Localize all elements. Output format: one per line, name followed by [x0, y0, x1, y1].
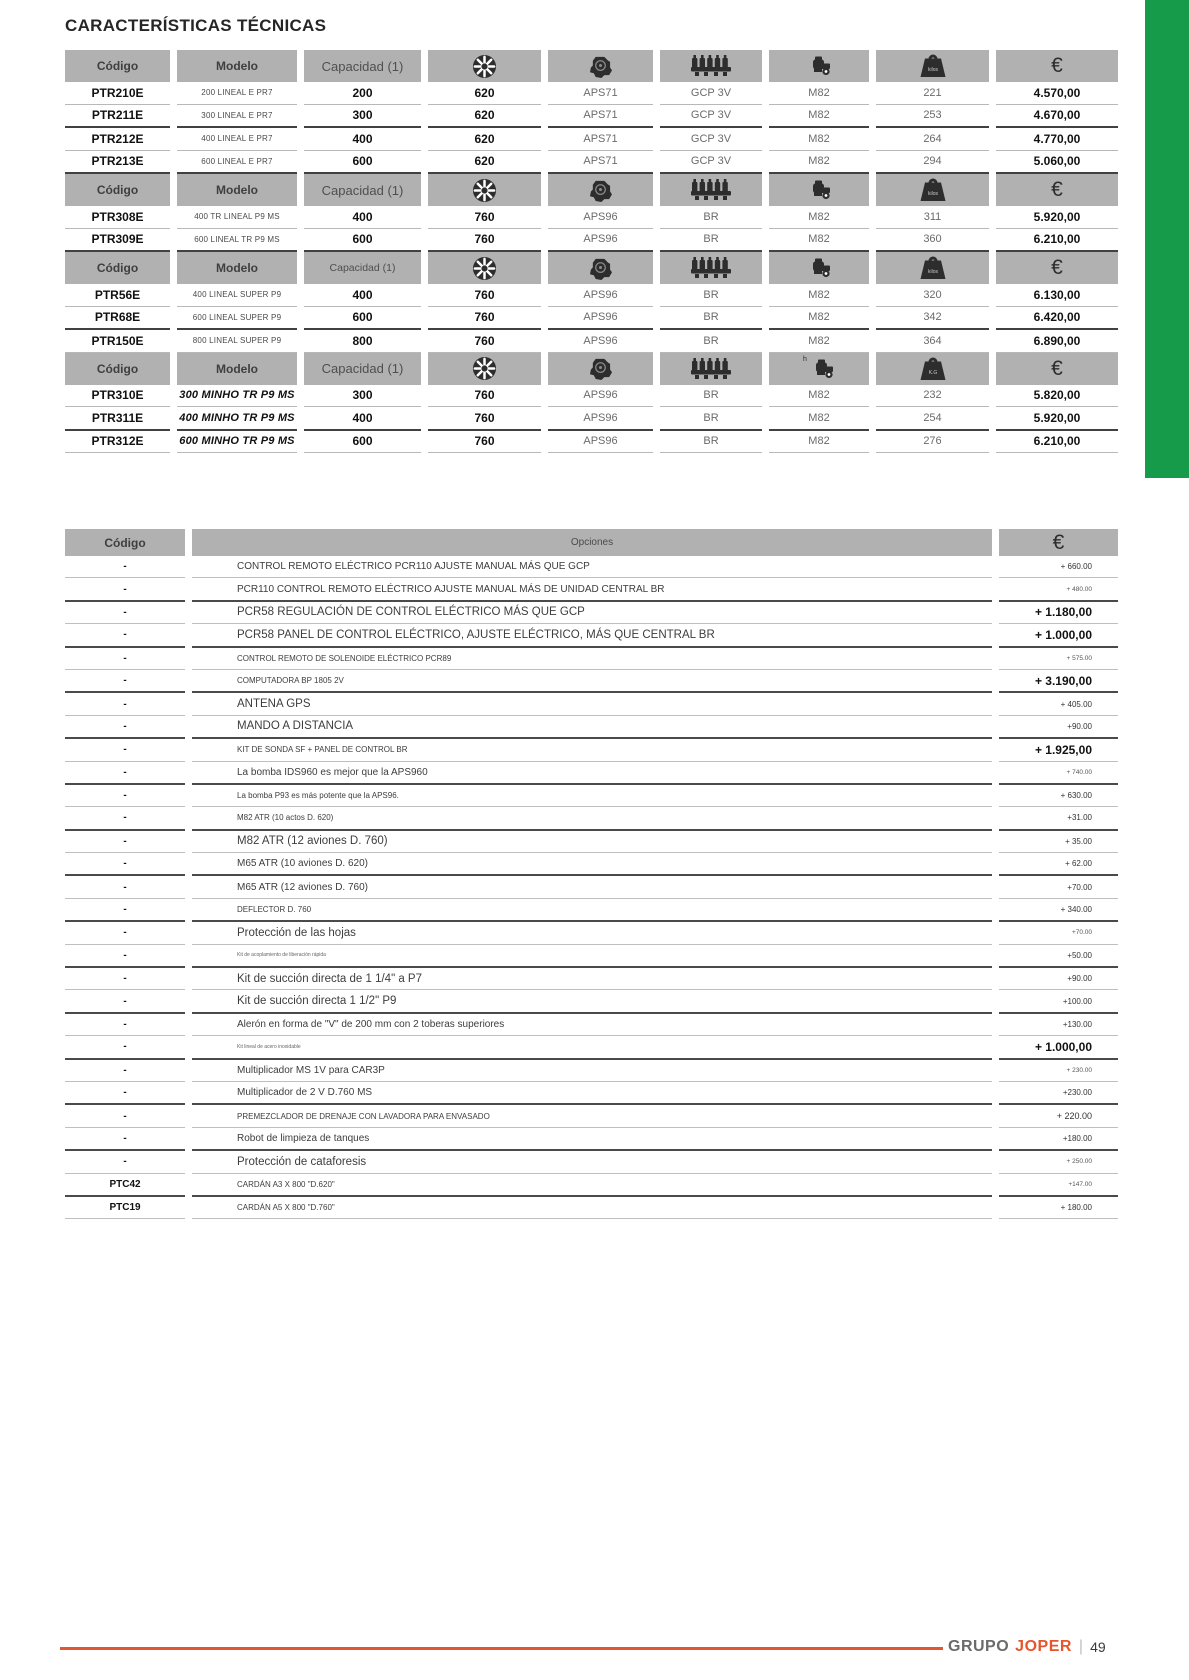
turbina-cell: 760	[428, 229, 541, 253]
option-text-cell: CONTROL REMOTO ELÉCTRICO PCR110 AJUSTE MANUAL MÁS QUE GCP	[192, 556, 992, 578]
spec-table-header	[65, 353, 1118, 385]
option-price-cell: + 62.00	[999, 853, 1118, 876]
modelo-cell: 400 LINEAL E PR7	[177, 128, 297, 151]
euro-symbol: €	[996, 353, 1118, 385]
bomba-cell: APS96	[548, 229, 653, 253]
option-code-cell: -	[65, 1082, 185, 1105]
option-text-cell: M65 ATR (12 aviones D. 760)	[192, 876, 992, 898]
precio-cell: 6.210,00	[996, 431, 1118, 454]
distributor-manifold-icon	[660, 353, 762, 385]
option-row	[65, 648, 1118, 670]
option-row	[65, 807, 1118, 830]
option-code-cell: -	[65, 556, 185, 578]
bomba-cell: APS71	[548, 128, 653, 151]
option-code-cell: -	[65, 899, 185, 922]
precio-cell: 4.670,00	[996, 105, 1118, 129]
option-code-cell: -	[65, 693, 185, 715]
peso-cell: 360	[876, 229, 989, 253]
option-code-cell: -	[65, 1060, 185, 1082]
option-text-cell: CONTROL REMOTO DE SOLENOIDE ELÉCTRICO PCR89	[192, 648, 992, 670]
pulverizador-cell: M82	[769, 407, 869, 431]
option-text-cell: M82 ATR (12 aviones D. 760)	[192, 831, 992, 853]
capacidad-header: Capacidad (1)	[304, 174, 421, 206]
option-row	[65, 968, 1118, 990]
option-code-cell: -	[65, 1014, 185, 1036]
precio-cell: 5.820,00	[996, 385, 1118, 408]
option-price-cell: + 340.00	[999, 899, 1118, 922]
pump-icon	[548, 50, 653, 82]
distribuidor-cell: GCP 3V	[660, 151, 762, 175]
option-row	[65, 990, 1118, 1013]
codigo-cell: PTR310E	[65, 385, 170, 408]
option-price-cell: + 575.00	[999, 648, 1118, 670]
codigo-cell: PTR211E	[65, 105, 170, 129]
option-price-cell: + 630.00	[999, 785, 1118, 807]
codigo-header: Código	[65, 353, 170, 385]
option-price-cell: +90.00	[999, 968, 1118, 990]
option-row	[65, 762, 1118, 785]
option-text-cell: Kit de acoplamiento de liberación rápida	[192, 945, 992, 968]
option-price-cell: +180.00	[999, 1128, 1118, 1151]
turbina-cell: 620	[428, 151, 541, 175]
option-price-cell: + 660.00	[999, 556, 1118, 578]
option-code-cell: -	[65, 831, 185, 853]
option-code-cell: PTC19	[65, 1197, 185, 1219]
peso-cell: 294	[876, 151, 989, 175]
capacidad-cell: 200	[304, 82, 421, 105]
option-price-cell: + 1.000,00	[999, 624, 1118, 647]
option-price-cell: + 480.00	[999, 578, 1118, 601]
peso-cell: 276	[876, 431, 989, 454]
capacidad-cell: 400	[304, 206, 421, 229]
option-text-cell: Kit de succión directa 1 1/2" P9	[192, 990, 992, 1013]
capacidad-cell: 600	[304, 431, 421, 454]
option-code-cell: -	[65, 1128, 185, 1151]
option-price-cell: +147.00	[999, 1174, 1118, 1197]
codigo-cell: PTR150E	[65, 330, 170, 353]
codigo-cell: PTR210E	[65, 82, 170, 105]
modelo-cell: 600 MINHO TR P9 MS	[177, 431, 297, 454]
option-text-cell: Multiplicador MS 1V para CAR3P	[192, 1060, 992, 1082]
option-row	[65, 602, 1118, 624]
distribuidor-cell: BR	[660, 407, 762, 431]
option-row	[65, 853, 1118, 876]
option-price-cell: +90.00	[999, 716, 1118, 739]
option-row	[65, 1060, 1118, 1082]
option-row	[65, 899, 1118, 922]
euro-symbol: €	[996, 50, 1118, 82]
option-price-cell: + 3.190,00	[999, 670, 1118, 693]
turbina-cell: 760	[428, 284, 541, 307]
sprayer-icon	[769, 174, 869, 206]
spec-table-row	[65, 330, 1118, 353]
peso-cell: 320	[876, 284, 989, 307]
spec-table-row	[65, 284, 1118, 307]
option-row	[65, 1036, 1118, 1059]
option-code-cell: -	[65, 968, 185, 990]
precio-cell: 5.920,00	[996, 206, 1118, 229]
turbina-cell: 760	[428, 206, 541, 229]
option-row	[65, 1082, 1118, 1105]
option-price-cell: + 35.00	[999, 831, 1118, 853]
option-row	[65, 876, 1118, 898]
spec-table-row	[65, 431, 1118, 454]
option-price-cell: +70.00	[999, 876, 1118, 898]
spec-table-row	[65, 105, 1118, 129]
precio-cell: 5.920,00	[996, 407, 1118, 431]
peso-cell: 342	[876, 307, 989, 331]
option-price-cell: + 230.00	[999, 1060, 1118, 1082]
option-row	[65, 1105, 1118, 1127]
option-row	[65, 1174, 1118, 1197]
option-text-cell: Protección de cataforesis	[192, 1151, 992, 1173]
option-text-cell: DEFLECTOR D. 760	[192, 899, 992, 922]
precio-cell: 4.570,00	[996, 82, 1118, 105]
turbina-cell: 760	[428, 385, 541, 408]
option-price-cell: + 405.00	[999, 693, 1118, 715]
codigo-header: Código	[65, 174, 170, 206]
option-row	[65, 922, 1118, 944]
pulverizador-cell: M82	[769, 385, 869, 408]
pump-icon	[548, 252, 653, 284]
bomba-cell: APS71	[548, 151, 653, 175]
sprayer-icon	[769, 252, 869, 284]
footer-separator: |	[1078, 1638, 1084, 1655]
modelo-cell: 600 LINEAL E PR7	[177, 151, 297, 175]
pulverizador-cell: M82	[769, 206, 869, 229]
pulverizador-cell: M82	[769, 229, 869, 253]
option-row	[65, 670, 1118, 693]
codigo-cell: PTR68E	[65, 307, 170, 331]
option-row	[65, 945, 1118, 968]
option-row	[65, 785, 1118, 807]
option-code-cell: -	[65, 990, 185, 1013]
distribuidor-cell: BR	[660, 307, 762, 331]
peso-cell: 264	[876, 128, 989, 151]
distribuidor-cell: GCP 3V	[660, 82, 762, 105]
turbina-cell: 620	[428, 128, 541, 151]
capacidad-header: Capacidad (1)	[304, 353, 421, 385]
weight-kilos-icon	[876, 353, 989, 385]
spec-table-header	[65, 50, 1118, 82]
distributor-manifold-icon	[660, 50, 762, 82]
pump-icon	[548, 353, 653, 385]
page-number: 49	[1090, 1639, 1106, 1655]
svg-text:kilos: kilos	[927, 67, 938, 73]
modelo-cell: 300 MINHO TR P9 MS	[177, 385, 297, 408]
capacidad-cell: 600	[304, 151, 421, 175]
codigo-cell: PTR56E	[65, 284, 170, 307]
option-text-cell: Multiplicador de 2 V D.760 MS	[192, 1082, 992, 1105]
option-code-cell: -	[65, 624, 185, 647]
option-price-cell: + 180.00	[999, 1197, 1118, 1219]
capacidad-cell: 400	[304, 407, 421, 431]
peso-cell: 253	[876, 105, 989, 129]
peso-cell: 364	[876, 330, 989, 353]
option-text-cell: CARDÁN A5 X 800 "D.760"	[192, 1197, 992, 1219]
bomba-cell: APS71	[548, 105, 653, 129]
codigo-header: Código	[65, 252, 170, 284]
codigo-cell: PTR312E	[65, 431, 170, 454]
options-euro-symbol: €	[999, 529, 1118, 556]
spec-table-row	[65, 82, 1118, 105]
option-text-cell: Robot de limpieza de tanques	[192, 1128, 992, 1151]
turbina-cell: 760	[428, 431, 541, 454]
option-text-cell: PCR110 CONTROL REMOTO ELÉCTRICO AJUSTE MANUAL MÁS DE UNIDAD CENTRAL BR	[192, 578, 992, 601]
option-code-cell: -	[65, 785, 185, 807]
turbine-fan-icon	[428, 252, 541, 284]
option-price-cell: +230.00	[999, 1082, 1118, 1105]
option-code-cell: -	[65, 807, 185, 830]
options-table-header	[65, 529, 1118, 556]
option-text-cell: PCR58 PANEL DE CONTROL ELÉCTRICO, AJUSTE ELÉCTRICO, MÁS QUE CENTRAL BR	[192, 624, 992, 647]
precio-cell: 6.130,00	[996, 284, 1118, 307]
option-row	[65, 1014, 1118, 1036]
turbina-cell: 620	[428, 82, 541, 105]
sprayer-icon	[769, 50, 869, 82]
turbina-cell: 760	[428, 307, 541, 331]
option-code-cell: -	[65, 1151, 185, 1173]
capacidad-cell: 300	[304, 105, 421, 129]
footer-brand	[948, 1638, 1106, 1656]
option-code-cell: -	[65, 876, 185, 898]
spec-table-row	[65, 307, 1118, 331]
pulverizador-cell: M82	[769, 82, 869, 105]
option-text-cell: La bomba IDS960 es mejor que la APS960	[192, 762, 992, 785]
modelo-cell: 200 LINEAL E PR7	[177, 82, 297, 105]
codigo-cell: PTR311E	[65, 407, 170, 431]
turbina-cell: 760	[428, 330, 541, 353]
pulverizador-cell: M82	[769, 151, 869, 175]
turbine-fan-icon	[428, 50, 541, 82]
option-code-cell: -	[65, 853, 185, 876]
spec-table-row	[65, 385, 1118, 408]
bomba-cell: APS96	[548, 206, 653, 229]
modelo-cell: 600 LINEAL SUPER P9	[177, 307, 297, 331]
pulverizador-cell: M82	[769, 330, 869, 353]
weight-kilos-icon	[876, 252, 989, 284]
distribuidor-cell: BR	[660, 206, 762, 229]
option-code-cell: -	[65, 1036, 185, 1059]
option-text-cell: M82 ATR (10 actos D. 620)	[192, 807, 992, 830]
bomba-cell: APS96	[548, 431, 653, 454]
distribuidor-cell: GCP 3V	[660, 128, 762, 151]
distribuidor-cell: BR	[660, 431, 762, 454]
codigo-cell: PTR212E	[65, 128, 170, 151]
spec-table-row	[65, 206, 1118, 229]
weight-kilos-icon	[876, 174, 989, 206]
distribuidor-cell: GCP 3V	[660, 105, 762, 129]
precio-cell: 6.890,00	[996, 330, 1118, 353]
svg-text:K.G: K.G	[928, 369, 937, 376]
option-text-cell: Protección de las hojas	[192, 922, 992, 944]
bomba-cell: APS96	[548, 284, 653, 307]
green-accent-bar	[1145, 0, 1189, 478]
option-price-cell: +50.00	[999, 945, 1118, 968]
option-code-cell: -	[65, 602, 185, 624]
option-text-cell: La bomba P93 es más potente que la APS96.	[192, 785, 992, 807]
option-row	[65, 716, 1118, 739]
option-price-cell: +130.00	[999, 1014, 1118, 1036]
modelo-cell: 400 MINHO TR P9 MS	[177, 407, 297, 431]
pump-icon	[548, 174, 653, 206]
spec-table-header	[65, 174, 1118, 206]
option-text-cell: COMPUTADORA BP 1805 2V	[192, 670, 992, 693]
modelo-header: Modelo	[177, 174, 297, 206]
modelo-cell: 600 LINEAL TR P9 MS	[177, 229, 297, 253]
option-price-cell: + 740.00	[999, 762, 1118, 785]
options-table	[65, 529, 1118, 1219]
option-row	[65, 831, 1118, 853]
option-price-cell: +70.00	[999, 922, 1118, 944]
page-title: CARACTERÍSTICAS TÉCNICAS	[65, 16, 327, 35]
option-price-cell: + 220.00	[999, 1105, 1118, 1127]
modelo-cell: 400 TR LINEAL P9 MS	[177, 206, 297, 229]
modelo-header: Modelo	[177, 50, 297, 82]
distribuidor-cell: BR	[660, 284, 762, 307]
option-row	[65, 1128, 1118, 1151]
option-row	[65, 1151, 1118, 1173]
option-code-cell: -	[65, 1105, 185, 1127]
distributor-manifold-icon	[660, 252, 762, 284]
option-price-cell: + 1.925,00	[999, 739, 1118, 761]
codigo-header: Código	[65, 50, 170, 82]
option-price-cell: + 250.00	[999, 1151, 1118, 1173]
pulverizador-cell: M82	[769, 284, 869, 307]
distribuidor-cell: BR	[660, 330, 762, 353]
option-price-cell: + 1.000,00	[999, 1036, 1118, 1059]
option-row	[65, 556, 1118, 578]
bomba-cell: APS96	[548, 330, 653, 353]
turbine-fan-icon	[428, 353, 541, 385]
bomba-cell: APS71	[548, 82, 653, 105]
sprayer-icon: h	[769, 353, 869, 385]
option-price-cell: +100.00	[999, 990, 1118, 1013]
spec-table-row	[65, 151, 1118, 175]
option-row	[65, 1197, 1118, 1219]
capacidad-cell: 800	[304, 330, 421, 353]
modelo-cell: 400 LINEAL SUPER P9	[177, 284, 297, 307]
bomba-cell: APS96	[548, 407, 653, 431]
modelo-header: Modelo	[177, 353, 297, 385]
option-row	[65, 624, 1118, 647]
spec-table-row	[65, 128, 1118, 151]
option-text-cell: Kit de succión directa de 1 1/4" a P7	[192, 968, 992, 990]
option-text-cell: Alerón en forma de "V" de 200 mm con 2 toberas superiores	[192, 1014, 992, 1036]
capacidad-header: Capacidad (1)	[304, 252, 421, 284]
option-text-cell: MANDO A DISTANCIA	[192, 716, 992, 739]
spec-table-row	[65, 229, 1118, 253]
modelo-cell: 300 LINEAL E PR7	[177, 105, 297, 129]
footer-rule	[60, 1647, 943, 1650]
spec-table-header	[65, 252, 1118, 284]
option-row	[65, 693, 1118, 715]
svg-text:kilos: kilos	[927, 269, 938, 275]
option-code-cell: -	[65, 739, 185, 761]
precio-cell: 6.420,00	[996, 307, 1118, 331]
turbina-cell: 760	[428, 407, 541, 431]
options-opciones-header: Opciones	[192, 529, 992, 556]
option-text-cell: PCR58 REGULACIÓN DE CONTROL ELÉCTRICO MÁS QUE GCP	[192, 602, 992, 624]
pulverizador-cell: M82	[769, 128, 869, 151]
option-text-cell: KIT DE SONDA SF + PANEL DE CONTROL BR	[192, 739, 992, 761]
euro-symbol: €	[996, 252, 1118, 284]
modelo-cell: 800 LINEAL SUPER P9	[177, 330, 297, 353]
brand-grupo: GRUPO	[948, 1638, 1010, 1655]
distribuidor-cell: BR	[660, 385, 762, 408]
capacidad-cell: 300	[304, 385, 421, 408]
option-code-cell: -	[65, 945, 185, 968]
svg-text:kilos: kilos	[927, 191, 938, 197]
euro-symbol: €	[996, 174, 1118, 206]
option-code-cell: -	[65, 716, 185, 739]
capacidad-cell: 400	[304, 128, 421, 151]
spec-tables	[65, 50, 1118, 453]
option-code-cell: -	[65, 670, 185, 693]
modelo-header: Modelo	[177, 252, 297, 284]
bomba-cell: APS96	[548, 307, 653, 331]
option-row	[65, 578, 1118, 601]
options-codigo-header: Código	[65, 529, 185, 556]
peso-cell: 311	[876, 206, 989, 229]
capacidad-cell: 600	[304, 229, 421, 253]
option-row	[65, 739, 1118, 761]
peso-cell: 254	[876, 407, 989, 431]
option-code-cell: -	[65, 762, 185, 785]
option-text-cell: Kit lineal de acero inoxidable	[192, 1036, 992, 1059]
pulverizador-cell: M82	[769, 105, 869, 129]
peso-cell: 232	[876, 385, 989, 408]
distribuidor-cell: BR	[660, 229, 762, 253]
option-text-cell: PREMEZCLADOR DE DRENAJE CON LAVADORA PARA ENVASADO	[192, 1105, 992, 1127]
precio-cell: 6.210,00	[996, 229, 1118, 253]
bomba-cell: APS96	[548, 385, 653, 408]
option-price-cell: + 1.180,00	[999, 602, 1118, 624]
option-text-cell: M65 ATR (10 aviones D. 620)	[192, 853, 992, 876]
brand-joper: JOPER	[1015, 1638, 1072, 1655]
option-code-cell: -	[65, 922, 185, 944]
turbina-cell: 620	[428, 105, 541, 129]
capacidad-cell: 600	[304, 307, 421, 331]
codigo-cell: PTR308E	[65, 206, 170, 229]
precio-cell: 5.060,00	[996, 151, 1118, 175]
peso-cell: 221	[876, 82, 989, 105]
codigo-cell: PTR309E	[65, 229, 170, 253]
option-text-cell: ANTENA GPS	[192, 693, 992, 715]
pulverizador-cell: M82	[769, 307, 869, 331]
turbine-fan-icon	[428, 174, 541, 206]
option-code-cell: -	[65, 648, 185, 670]
spec-table-row	[65, 407, 1118, 431]
pulverizador-cell: M82	[769, 431, 869, 454]
option-code-cell: -	[65, 578, 185, 601]
option-price-cell: +31.00	[999, 807, 1118, 830]
weight-kilos-icon	[876, 50, 989, 82]
capacidad-cell: 400	[304, 284, 421, 307]
capacidad-header: Capacidad (1)	[304, 50, 421, 82]
precio-cell: 4.770,00	[996, 128, 1118, 151]
option-text-cell: CARDÁN A3 X 800 "D.620"	[192, 1174, 992, 1197]
distributor-manifold-icon	[660, 174, 762, 206]
option-code-cell: PTC42	[65, 1174, 185, 1197]
codigo-cell: PTR213E	[65, 151, 170, 175]
